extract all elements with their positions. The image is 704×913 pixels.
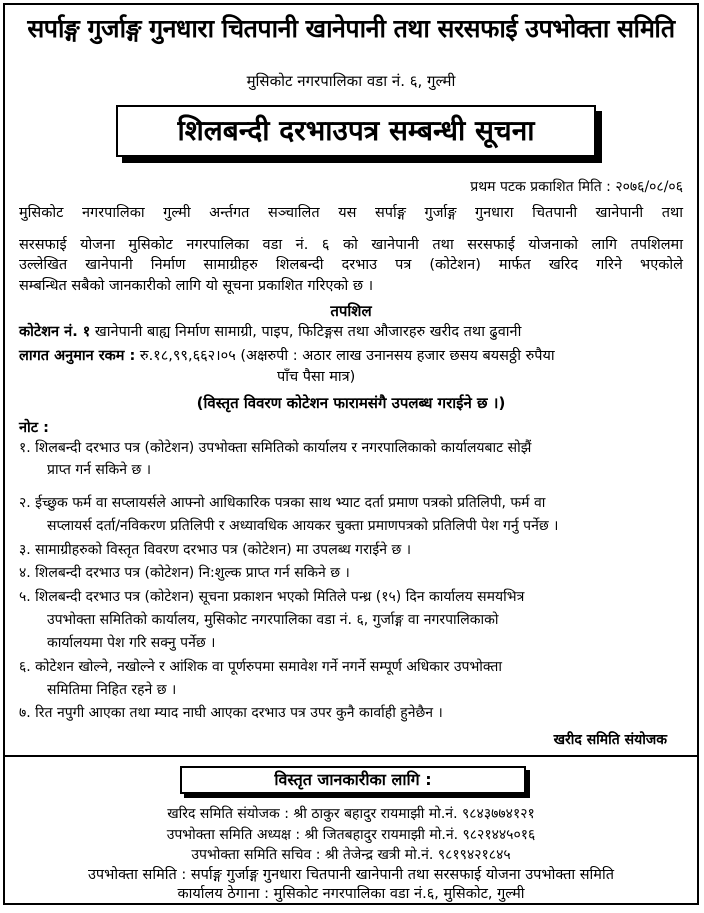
publish-date: प्रथम पटक प्रकाशित मिति : २०७६/०८/०६ <box>470 179 683 195</box>
note-item: २. ईच्छुक फर्म वा सप्लायर्सले आफ्नो आधिकारिक पत्रका साथ भ्याट दर्ता प्रमाण पत्रको प्रतिलिपी, फर्म वा <box>19 495 546 511</box>
note-item-continued: समितिमा निहित रहने छ । <box>47 682 177 698</box>
intro-line: उल्लेखित खानेपानी निर्माण सामाग्रीहरु शिलबन्दी दरभाउ पत्र (कोटेशन) मार्फत खरिद गरिने भएकोले <box>19 257 683 273</box>
note-item: ७. रित नपुगी आएका तथा म्याद नाघी आएका दरभाउ पत्र उपर कुनै कार्वाही हुनेछैन । <box>19 705 443 721</box>
detail-availability-note: (विस्तृत विवरण कोटेशन फारामसंगै उपलब्ध गराईने छ ।) <box>196 394 506 412</box>
note-item: १. शिलबन्दी दरभाउ पत्र (कोटेशन) उपभोक्ता समितिको कार्यालय र नगरपालिकाको कार्यालयबाट सोझैं <box>19 440 532 456</box>
note-item-continued: कार्यालयमा पेश गरि सक्नु पर्नेछ । <box>47 635 216 651</box>
intro-line: सरसफाई योजना मुसिकोट नगरपालिका वडा नं. ६ को खानेपानी तथा सरसफाई योजनाको लागि तपशिलमा <box>19 237 683 253</box>
notes-heading: नोट : <box>19 420 49 436</box>
cost-row <box>19 345 555 365</box>
cost-text-continued: पाँच पैसा मात्र) <box>277 369 356 385</box>
note-item: ६. कोटेशन खोल्ने, नखोल्ने र आंशिक वा पूर्णरुपमा समावेश गर्ने नगर्ने सम्पूर्ण अधिकार उपभोक्ता <box>19 659 503 675</box>
note-item-continued: उपभोक्ता समितिको कार्यालय, मुसिकोट नगरपालिका वडा नं. ६, गुर्जाङ्ग वा नगरपालिकाको <box>47 612 499 628</box>
notice-title-box: शिलबन्दी दरभाउपत्र सम्बन्धी सूचना <box>116 105 596 157</box>
quotation-label: कोटेशन नं. १ <box>19 324 91 340</box>
intro-line: सम्बन्धित सबैको जानकारीको लागि यो सूचना प्रकाशित गरिएको छ । <box>19 278 374 294</box>
section-divider <box>5 755 697 757</box>
intro-line: मुसिकोट नगरपालिका गुल्मी अर्न्तगत सञ्चालित यस सर्पाङ्ग गुर्जाङ्ग गुनधारा चितपानी खानेपानी तथा <box>19 205 683 221</box>
note-item-continued: प्राप्त गर्न सकिने छ । <box>47 462 152 478</box>
signature-title: खरीद समिति संयोजक <box>553 732 667 748</box>
cost-label: लागत अनुमान रकम : <box>19 348 136 364</box>
contact-line: उपभोक्ता समिति सचिव : श्री तेजेन्द्र खत्री मो.नं. ९८१९४२१८४५ <box>191 847 511 863</box>
quotation-row <box>19 321 521 341</box>
contact-heading-box: विस्तृत जानकारीका लागि : <box>180 766 526 794</box>
contact-line: उपभोक्ता समिति अध्यक्ष : श्री जितबहादुर रायमाझी मो.नं. ९८२१४४५०१६ <box>166 827 536 843</box>
cost-text: रु.१८,९९,६६२।०५ (अक्षरुपी : अठार लाख उनानसय हजार छसय बयसठ्ठी रुपैया <box>139 348 555 364</box>
organization-title: सर्पाङ्ग गुर्जाङ्ग गुनधारा चितपानी खानेपानी तथा सरसफाई उपभोक्ता समिति <box>27 14 675 43</box>
details-heading: तपशिल <box>330 302 372 320</box>
note-item: ४. शिलबन्दी दरभाउ पत्र (कोटेशन) नि:शुल्क प्राप्त गर्न सकिने छ । <box>19 565 350 581</box>
note-item-continued: सप्लायर्स दर्ता/नविकरण प्रतिलिपी र अध्यावधिक आयकर चुक्ता प्रमाणपत्रको प्रतिलिपी पेश गर्नु पर्नेछ । <box>47 518 559 534</box>
notice-page <box>3 3 699 905</box>
note-item: ५. शिलबन्दी दरभाउ पत्र (कोटेशन) सूचना प्रकाशन भएको मितिले पन्ध्र (१५) दिन कार्यालय समयभित्र <box>19 589 525 605</box>
note-item: ३. सामाग्रीहरुको विस्तृत विवरण दरभाउ पत्र (कोटेशन) मा उपलब्ध गराईने छ । <box>19 542 412 558</box>
footer-office-address: कार्यालय ठेगाना : मुसिकोट नगरपालिका वडा नं.६, मुसिकोट, गुल्मी <box>177 886 525 902</box>
quotation-text: खानेपानी बाह्य निर्माण सामाग्री, पाइप, फिटिङ्गस तथा औजारहरु खरीद तथा ढुवानी <box>94 324 522 340</box>
organization-address: मुसिकोट नगरपालिका वडा नं. ६, गुल्मी <box>246 72 456 90</box>
contact-line: खरिद समिति संयोजक : श्री ठाकुर बहादुर रायमाझी मो.नं. ९८४३७७४१२१ <box>167 806 535 822</box>
footer-committee: उपभोक्ता समिति : सर्पाङ्ग गुर्जाङ्ग गुनधारा चितपानी खानेपानी तथा सरसफाई योजना उपभोक्ता समिति <box>87 867 615 883</box>
